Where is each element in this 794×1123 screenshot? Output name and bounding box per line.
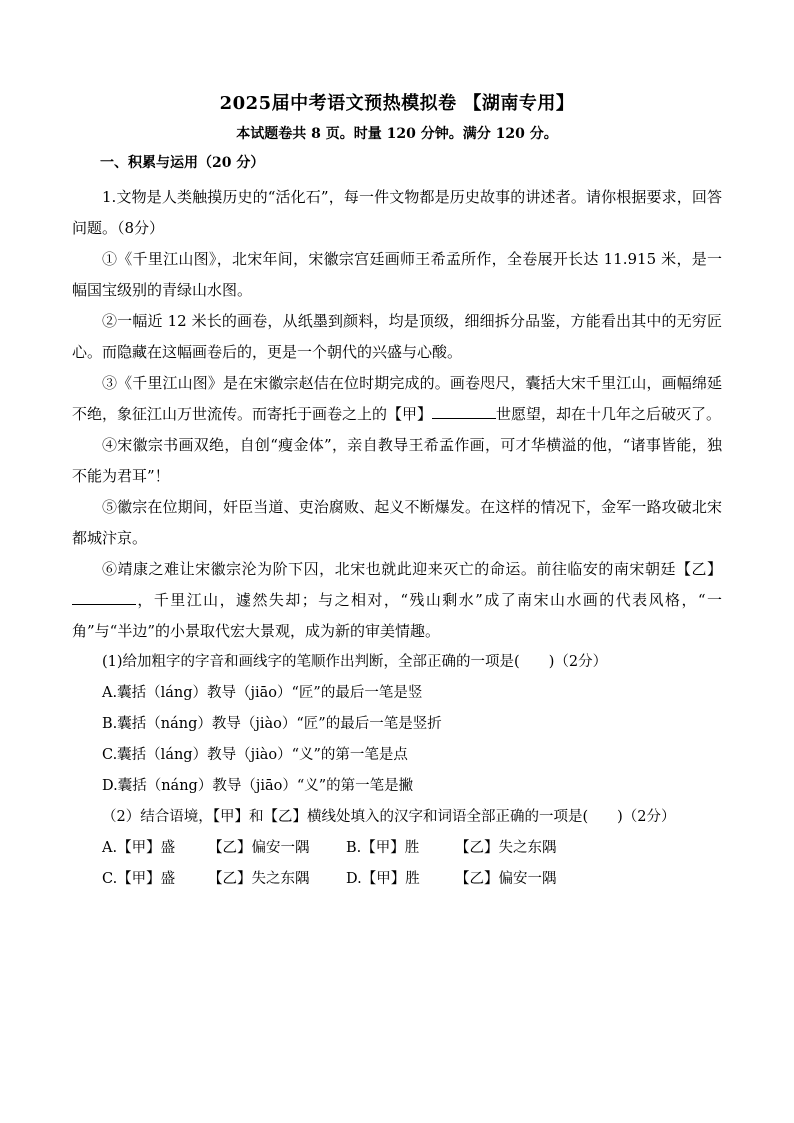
passage-text: ，千里江山，遽然失却；与之相对，“残山剩水”成了南宋山水画的代表风格，“一角”与“半边”的小景取代宏大景观，成为新的审美情趣。 bbox=[72, 591, 722, 640]
section-heading: 一、积累与运用（20 分） bbox=[100, 155, 265, 171]
fill-blank-jia bbox=[432, 404, 496, 419]
page-title: 2025届中考语文预热模拟卷 【湖南专用】 bbox=[219, 93, 575, 114]
sub-question-1: (1)给加粗字的字音和画线字的笔顺作出判断，全部正确的一项是( )（2分） bbox=[102, 654, 608, 670]
option-2c-label: C.【甲】盛 bbox=[102, 871, 176, 887]
exam-page bbox=[72, 92, 722, 895]
option-2c-value: 【乙】失之东隅 bbox=[208, 871, 310, 887]
question-1-intro: 1.文物是人类触摸历史的“活化石”，每一件文物都是历史故事的讲述者。请你根据要求，回答问题。（8分） bbox=[72, 188, 722, 237]
option-2a-label: A.【甲】盛 bbox=[102, 840, 176, 856]
sub-question-2: （2）结合语境，【甲】和【乙】横线处填入的汉字和词语全部正确的一项是( )（2分） bbox=[102, 809, 676, 825]
passage-text: 世愿望，却在十几年之后破灭了。 bbox=[496, 405, 722, 423]
passage-text: ③《千里江山图》是在宋徽宗赵佶在位时期完成的。画卷咫尺，囊括大宋千里江山，画幅绵延不绝，象征江山万世流传。而寄托于画卷之上的【甲】 bbox=[72, 374, 722, 423]
passage-paragraph-6 bbox=[72, 554, 722, 647]
passage-text: ⑥靖康之难让宋徽宗沦为阶下囚，北宋也就此迎来灭亡的命运。前往临安的南宋朝廷【乙】 bbox=[102, 560, 722, 578]
passage-paragraph-1: ①《千里江山图》，北宋年间，宋徽宗宫廷画师王希孟所作，全卷展开长达 11.915 米，是一幅国宝级别的青绿山水图。 bbox=[72, 250, 722, 299]
exam-info: 本试题卷共 8 页。时量 120 分钟。满分 120 分。 bbox=[236, 126, 558, 142]
option-2b-label: B.【甲】胜 bbox=[346, 840, 420, 856]
option-1d: D.囊括（náng）教导（jiāo）“义”的第一笔是撇 bbox=[102, 778, 414, 794]
passage-paragraph-2: ②一幅近 12 米长的画卷，从纸墨到颜料，均是顶级，细细拆分品鉴，方能看出其中的无穷匠心。而隐藏在这幅画卷后的，更是一个朝代的兴盛与心酸。 bbox=[72, 312, 722, 361]
passage-paragraph-3 bbox=[72, 368, 722, 430]
option-2d-label: D.【甲】胜 bbox=[346, 871, 420, 887]
passage-paragraph-5: ⑤徽宗在位期间，奸臣当道、吏治腐败、起义不断爆发。在这样的情况下，金军一路攻破北宋都城汴京。 bbox=[72, 498, 722, 547]
passage-paragraph-4: ④宋徽宗书画双绝，自创“瘦金体”，亲自教导王希孟作画，可才华横溢的他，“诸事皆能，独不能为君耳”！ bbox=[72, 436, 722, 485]
options-row-ab bbox=[72, 833, 722, 864]
option-1a: A.囊括（láng）教导（jiāo）“匠”的最后一笔是竖 bbox=[102, 685, 423, 701]
fill-blank-yi bbox=[72, 590, 136, 605]
option-2a-value: 【乙】偏安一隅 bbox=[208, 840, 310, 856]
option-2d-value: 【乙】偏安一隅 bbox=[455, 871, 557, 887]
options-row-cd bbox=[72, 864, 722, 895]
option-2b-value: 【乙】失之东隅 bbox=[455, 840, 557, 856]
option-1b: B.囊括（náng）教导（jiào）“匠”的最后一笔是竖折 bbox=[102, 716, 442, 732]
option-1c: C.囊括（láng）教导（jiào）“义”的第一笔是点 bbox=[102, 747, 408, 763]
